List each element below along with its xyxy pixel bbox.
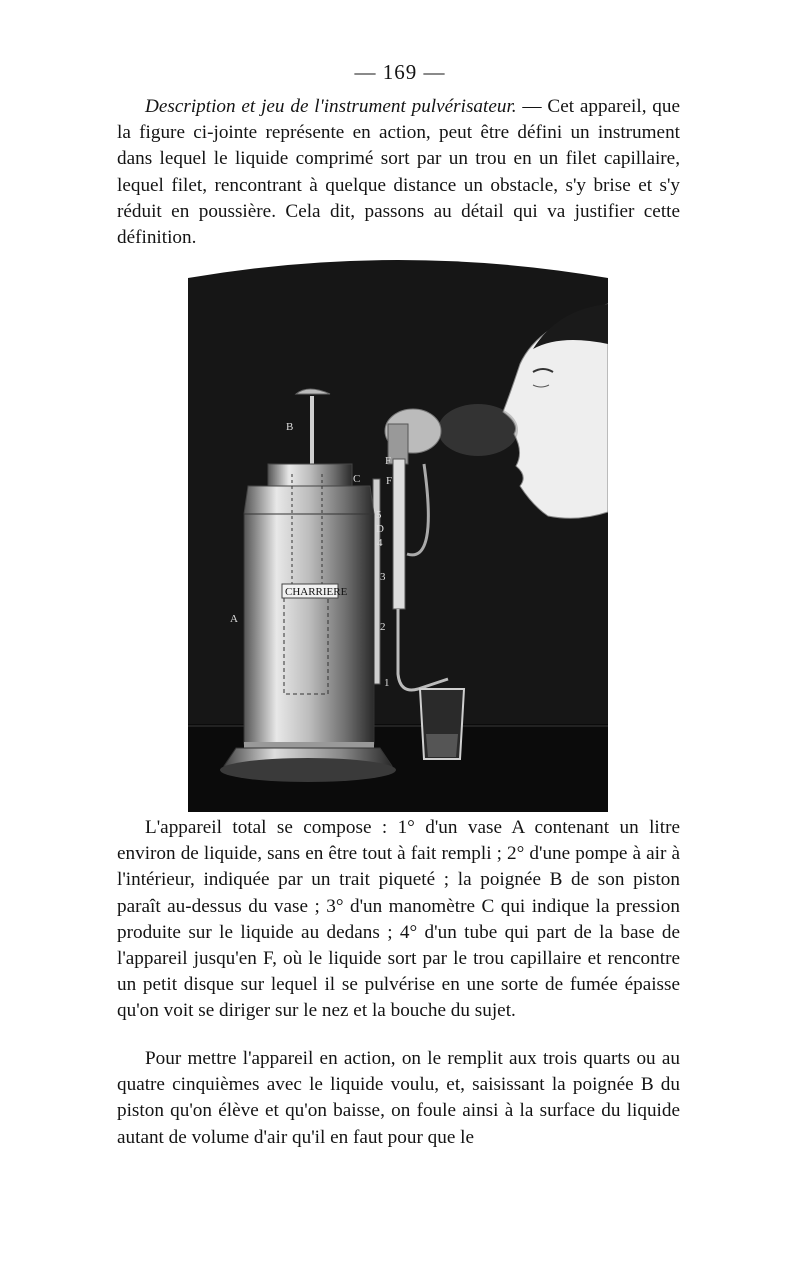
label-4: 4 bbox=[377, 537, 383, 549]
spray-mist bbox=[438, 404, 518, 456]
label-f-lower: F bbox=[386, 475, 393, 487]
label-d: D bbox=[376, 523, 384, 535]
figure-pulverisateur bbox=[188, 254, 608, 812]
paragraph-composition: L'appareil total se compose : 1° d'un vase A contenant un litre environ de liquide, sans en être tout à fait rempli ; 2° d'une pompe à air à l'intérieur, indiquée par un trait piqueté ; la poignée B de son piston paraît au-dessus du vase ; 3° d'un manomètre C qui indique la pression produite sur le liquide au dedans ; 4° d'un tube qui part de la base de l'appareil jusqu'en F, où le liquide sort par le trou capillaire et rencontre un petit disque sur lequel il se pulvérise en une sorte de fumée épaisse qu'on voit se diriger sur le nez et la bouche du sujet. bbox=[117, 817, 680, 1022]
supply-tube bbox=[393, 459, 405, 609]
label-c: C bbox=[353, 473, 361, 485]
figure-maker-label: CHARRIERE bbox=[285, 586, 348, 598]
label-b: B bbox=[286, 421, 294, 433]
paragraph-body: — Cet appareil, que la figure ci-jointe représente en action, peut être défini un instrument dans lequel le liquide comprimé sort par un trou en un filet capillaire, lequel filet, rencontrant à quelque distance un obstacle, s'y brise et s'y réduit en poussière. Cela dit, passons au détail qui va justifier cette définition. bbox=[117, 96, 681, 249]
label-f-upper: F bbox=[385, 455, 392, 467]
label-3: 3 bbox=[380, 571, 386, 583]
paragraph-title: Description et jeu de l'instrument pulvérisateur. bbox=[145, 96, 517, 117]
vase-body bbox=[244, 514, 374, 744]
page-number: — 169 — bbox=[354, 60, 446, 84]
vase-lid bbox=[268, 464, 352, 486]
label-5: 5 bbox=[376, 509, 382, 521]
paragraph-mise-en-action: Pour mettre l'appareil en action, on le remplit aux trois quarts ou au quatre cinquièmes avec le liquide voulu, et, saisissant la poignée B du piston qu'on élève et qu'on baisse, on foule ainsi à la surface du liquide autant de volume d'air qu'il en faut pour que le bbox=[117, 1048, 680, 1148]
figure-engraving bbox=[188, 254, 608, 812]
label-2: 2 bbox=[380, 621, 386, 633]
label-a: A bbox=[230, 613, 238, 625]
paragraph-description bbox=[117, 94, 680, 251]
label-1: 1 bbox=[384, 677, 390, 689]
